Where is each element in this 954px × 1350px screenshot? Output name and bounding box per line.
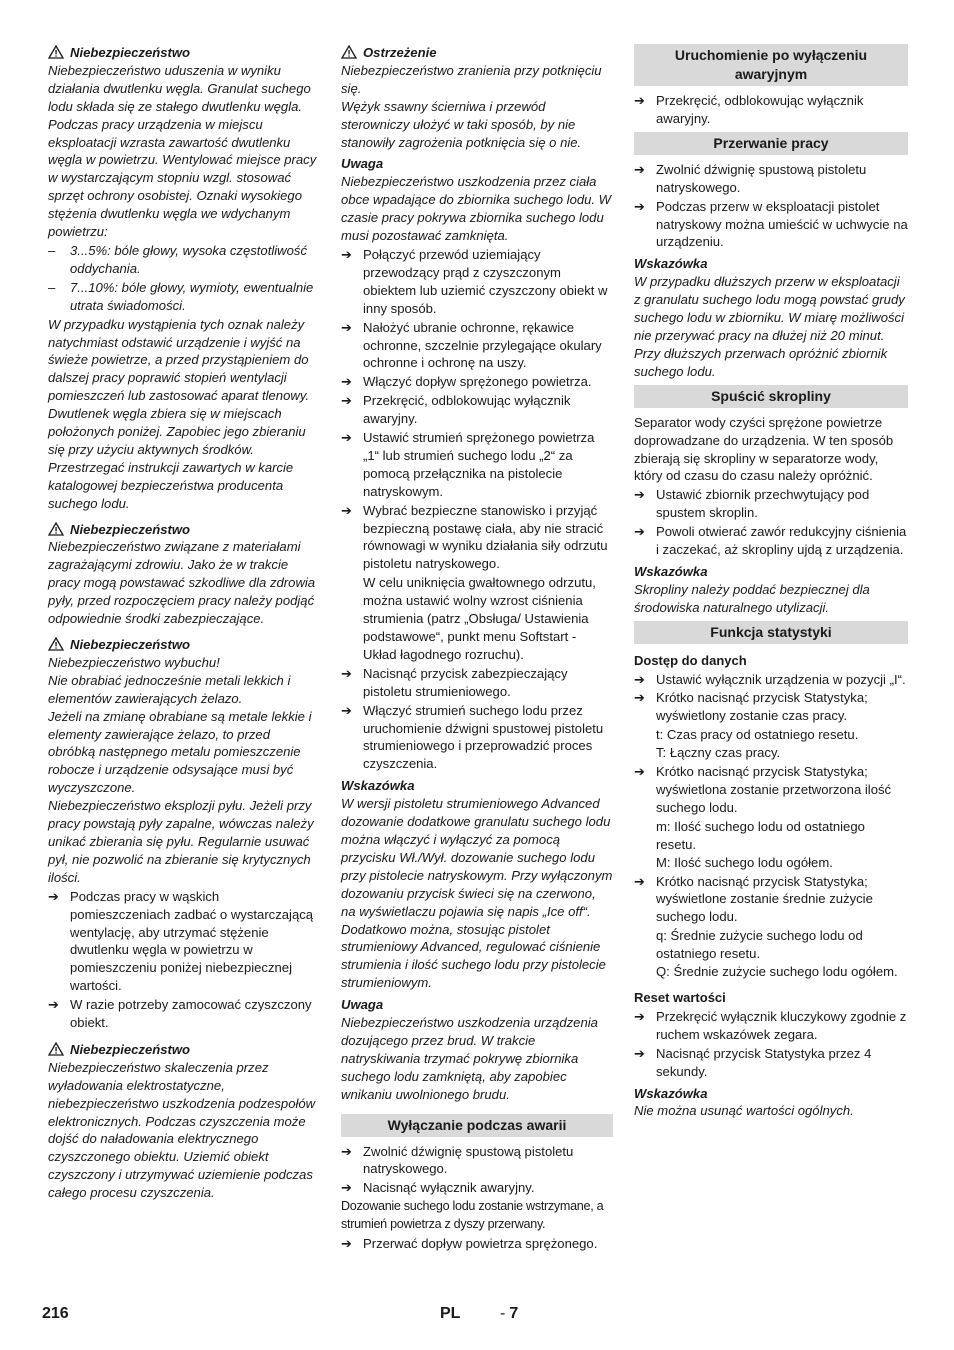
hint-heading: Wskazówka (634, 563, 708, 579)
section-title-statistics: Funkcja statystyki (634, 621, 908, 644)
language-code: PL (440, 1305, 461, 1322)
bullet-note: M: Ilość suchego lodu ogółem. (656, 854, 833, 870)
arrow-right-icon: ➔ (341, 319, 352, 335)
bullet-text: Ustawić wyłącznik urządzenia w pozycji „I“. (656, 671, 906, 687)
notice-heading: Uwaga (341, 997, 384, 1013)
notice-text: Niebezpieczeństwo uszkodzenia urządzenia dozującego przez brud. W trakcie natryskiwania trzymać pokrywę zbiornika suchego lodu zamkniętą, aby zapobiec wnikaniu uwolnionego brudu. (341, 1015, 598, 1102)
bullet-item (341, 319, 613, 373)
bullet-item (341, 502, 613, 574)
bullet-item (634, 486, 908, 522)
arrow-right-icon: ➔ (634, 487, 645, 503)
dash-item: – 7...10%: bóle głowy, wymioty, ewentualnie utrata świadomości. (48, 279, 318, 315)
warning-text: Niebezpieczeństwo uduszenia w wyniku działania dwutlenku węgla. Granulat suchego lodu składa się ze stałego dwutlenku węgla. Podczas pracy urządzenia w miejscu eksploatacji wzrasta zawartość dwutlenku węgla w powietrzu. Wentylować miejsce pracy w wystarczającym stopniu wzgl. stosować sprzęt ochrony osobistej. Oznaki wysokiego stężenia dwutlenku węgla we wdychanym powietrzu: (48, 62, 317, 240)
warning-text: Niebezpieczeństwo związane z materiałami zagrażającymi zdrowiu. Jako że w trakcie pracy mogą powstawać szkodliwe dla zdrowia pyły, przed rozpoczęciem pracy należy podjąć odpowiednie środki zabezpieczające. (48, 539, 316, 627)
page-footer (0, 1305, 954, 1331)
bullet-item (48, 888, 318, 995)
bullet-item (341, 1235, 613, 1253)
arrow-right-icon: ➔ (341, 393, 352, 409)
warning-heading (48, 636, 318, 654)
bullet-note: q: Średnie zużycie suchego lodu od ostatniego resetu. (656, 928, 863, 962)
warning-text: Niebezpieczeństwo eksplozji pyłu. Jeżeli przy pracy powstają pyły zapalne, wówczas należy unikać zbierania się pyłu. Regularnie usuwać pył, nie pozwolić na zbieranie się krytycznych ilości. (48, 798, 314, 885)
footer-dash: - (500, 1305, 506, 1322)
bullet-text: Nacisnąć przycisk Statystyka przez 4 sekundy. (656, 1045, 872, 1079)
bullet-item (634, 873, 908, 927)
warning-triangle-icon (48, 522, 64, 536)
bullet-text: Przekręcić, odblokowując wyłącznik awaryjny. (656, 93, 864, 126)
bullet-item (634, 1008, 908, 1044)
notice-heading: Uwaga (341, 156, 384, 172)
arrow-right-icon: ➔ (341, 246, 352, 262)
bullet-text: Podczas przerw w eksploatacji pistolet natryskowy można umieścić w uchwycie na urządzeniu. (656, 198, 908, 250)
bullet-item (634, 671, 908, 689)
warning-heading (48, 1041, 318, 1059)
warning-heading (48, 521, 318, 539)
subheading-reset: Reset wartości (634, 989, 726, 1005)
bullet-item (48, 996, 318, 1032)
caution-text: Wężyk ssawny ścierniwa i przewód sterowniczy ułożyć w taki sposób, by nie stanowiły zagrożenia potknięcia się o nie. (341, 98, 582, 150)
arrow-right-icon: ➔ (341, 1143, 352, 1159)
hint-heading: Wskazówka (634, 1085, 708, 1101)
warning-text: Niebezpieczeństwo skaleczenia przez wyładowania elektrostatyczne, niebezpieczeństwo uszkodzenia podzespołów elektronicznych. Podczas czyszczenia może dojść do naładowania elektrycznego czyszczonego obiektu. Uziemić obiekt czyszczony i utrzymywać uziemienie podczas całego procesu czyszczenia. (48, 1059, 316, 1201)
hint-text: Nie można usunąć wartości ogólnych. (634, 1103, 854, 1119)
warning-heading (48, 44, 318, 62)
bullet-item (341, 702, 613, 774)
bullet-text: Nacisnąć przycisk zabezpieczający pistoletu strumieniowego. (363, 665, 568, 699)
bullet-text: Zwolnić dźwignię spustową pistoletu natryskowego. (656, 161, 867, 195)
hint-text: W wersji pistoletu strumieniowego Advanced dozowanie dodatkowe granulatu suchego lodu można włączyć i wyłączyć za pomocą przycisku Wł./Wył. dozowanie suchego lodu przy pistolecie natryskowym. Przy wyłączonym dozowaniu przycisk świeci się na czerwono, na wyświetlaczu pojawia się napis „Ice off“. (341, 796, 613, 919)
hint-heading: Wskazówka (634, 256, 708, 272)
arrow-right-icon: ➔ (634, 671, 645, 687)
bullet-item (341, 373, 613, 391)
warning-title: Niebezpieczeństwo (70, 521, 191, 537)
bullet-note: t: Czas pracy od ostatniego resetu. (656, 727, 859, 743)
bullet-text: Włączyć dopływ sprężonego powietrza. (363, 374, 592, 390)
column-right (634, 42, 908, 1120)
bullet-text: Nałożyć ubranie ochronne, rękawice ochronne, szczelnie przylegające okulary ochronne i ochronę na uszy. (363, 319, 602, 371)
dash-item-text: 3...5%: bóle głowy, wysoka częstotliwość oddychania. (70, 242, 307, 276)
arrow-right-icon: ➔ (634, 524, 645, 540)
bullet-item (634, 763, 908, 817)
bullet-text: Podczas pracy w wąskich pomieszczeniach zadbać o wystarczającą wentylację, aby utrzymać stężenie dwutlenku węgla w powietrzu w pomieszczeniu poniżej niebezpiecznej wartości. (70, 888, 314, 994)
warning-triangle-icon (48, 637, 64, 651)
warning-text: Dwutlenek węgla zbiera się w miejscach położonych poniżej. Zapobiec jego zbieraniu się przy użyciu aktywnych środków. Przestrzegać instrukcji zawartych w karcie katalogowej bezpieczeństwa producenta suchego lodu. (48, 406, 306, 511)
bullet-note: T: Łączny czas pracy. (656, 745, 781, 761)
hint-heading: Wskazówka (341, 778, 415, 794)
subheading-data-access: Dostęp do danych (634, 652, 747, 668)
bullet-text: Włączyć strumień suchego lodu przez uruchomienie dźwigni spustowej pistoletu strumieniowego i przeprowadzić proces czyszczenia. (363, 702, 604, 772)
bullet-text: Krótko nacisnąć przycisk Statystyka; wyświetlone zostanie średnie zużycie suchego lodu. (656, 873, 873, 925)
bullet-text: Krótko nacisnąć przycisk Statystyka; wyświetlona zostanie przetworzona ilość suchego lodu. (656, 764, 892, 815)
arrow-right-icon: ➔ (48, 997, 59, 1013)
bullet-text: Powoli otwierać zawór redukcyjny ciśnienia i zaczekać, aż skropliny ujdą z urządzenia. (656, 524, 907, 558)
arrow-right-icon: ➔ (634, 764, 645, 780)
arrow-right-icon: ➔ (341, 702, 352, 718)
bullet-note: Q: Średnie zużycie suchego lodu ogółem. (656, 964, 898, 980)
bullet-item (341, 392, 613, 428)
dash-item-text: 7...10%: bóle głowy, wymioty, ewentualnie utrata świadomości. (70, 279, 314, 313)
column-left (48, 42, 318, 1202)
warning-text: Nie obrabiać jednocześnie metali lekkich i elementów zawierających żelazo. (48, 672, 291, 706)
arrow-right-icon: ➔ (341, 502, 352, 518)
notice-text: Niebezpieczeństwo uszkodzenia przez ciała obce wpadające do zbiornika suchego lodu. W czasie pracy pokrywa zbiornika suchego lodu musi pozostawać zamknięta. (341, 174, 612, 244)
arrow-right-icon: ➔ (634, 198, 645, 214)
section-note: Dozowanie suchego lodu zostanie wstrzymane, a strumień powietrza z dyszy przerwany. (341, 1199, 604, 1232)
bullet-text: Przekręcić wyłącznik kluczykowy zgodnie z ruchem wskazówek zegara. (656, 1008, 907, 1042)
bullet-text: Ustawić zbiornik przechwytujący pod spustem skroplin. (656, 487, 870, 521)
arrow-right-icon: ➔ (48, 888, 59, 904)
bullet-item (634, 161, 908, 197)
arrow-right-icon: ➔ (341, 665, 352, 681)
hint-text: Dodatkowo można, stosując pistolet strumieniowy Advanced, regulować ciśnienie strumienia i ilość suchego lodu przy pistolecie strumieniowym. (341, 921, 606, 991)
bullet-text: W razie potrzeby zamocować czyszczony obiekt. (70, 997, 312, 1031)
page-number: 216 (42, 1305, 69, 1322)
bullet-text: Zwolnić dźwignię spustową pistoletu natryskowego. (363, 1143, 574, 1177)
bullet-item (634, 689, 908, 725)
section-text: Separator wody czyści sprężone powietrze doprowadzane do urządzenia. W ten sposób zbierają się skropliny w separatorze wody, który od czasu do czasu należy opróżnić. (634, 414, 894, 484)
bullet-item (341, 429, 613, 501)
arrow-right-icon: ➔ (634, 161, 645, 177)
bullet-item (341, 665, 613, 701)
bullet-text: Połączyć przewód uziemiający przewodzący prąd z czyszczonym obiektem lub uziemić czyszczony obiekt w inny sposób. (363, 246, 608, 316)
bullet-text: Przerwać dopływ powietrza sprężonego. (363, 1236, 598, 1252)
warning-title: Niebezpieczeństwo (70, 637, 191, 652)
arrow-right-icon: ➔ (634, 93, 645, 108)
hint-text: W przypadku dłuższych przerw w eksploatacji z granulatu suchego lodu mogą powstać grudy suchego lodu w zbiorniku. W miarę możliwości nie przerywać pracy na dłużej niż 20 minut. Przy dłuższych przerwach opróżnić zbiornik suchego lodu. (634, 274, 905, 379)
section-title-interrupt: Przerwanie pracy (634, 132, 908, 155)
arrow-right-icon: ➔ (634, 690, 645, 706)
warning-title: Niebezpieczeństwo (70, 1041, 191, 1057)
bullet-item (341, 1179, 613, 1197)
warning-title: Niebezpieczeństwo (70, 45, 191, 60)
caution-heading (341, 44, 613, 62)
section-title-condensate: Spuścić skropliny (634, 385, 908, 408)
bullet-item (341, 246, 613, 318)
arrow-right-icon: ➔ (341, 374, 352, 390)
bullet-note: m: Ilość suchego lodu od ostatniego resetu. (656, 818, 865, 852)
dash-item: – 3...5%: bóle głowy, wysoka częstotliwość oddychania. (48, 242, 318, 278)
bullet-note: W celu uniknięcia gwałtownego odrzutu, można ustawić wolny wzrost ciśnienia strumienia (patrz „Obsługa/ Ustawienia podstawowe“, punkt menu Softstart - Układ łagodnego rozruchu). (363, 575, 596, 662)
warning-triangle-icon (341, 45, 357, 59)
section-title-emergency-stop: Wyłączanie podczas awarii (341, 1114, 613, 1137)
sub-page-number (500, 1305, 518, 1323)
caution-text: Niebezpieczeństwo zranienia przy potknięciu się. (341, 62, 602, 96)
warning-text: Jeżeli na zmianę obrabiane są metale lekkie i elementy zawierające żelazo, to przed obróbką następnego metalu pomieszczenie robocze i urządzenie odsysające musi być wyczyszczone. (48, 708, 312, 796)
arrow-right-icon: ➔ (634, 1008, 645, 1024)
bullet-item (634, 92, 908, 128)
bullet-item (634, 523, 908, 559)
arrow-right-icon: ➔ (634, 873, 645, 889)
bullet-item (634, 198, 908, 252)
bullet-text: Wybrać bezpieczne stanowisko i przyjąć bezpieczną postawę ciała, aby nie stracić równowagi w wyniku działania siły odrzutu pistoletu natryskowego. (363, 502, 608, 572)
bullet-item (341, 1143, 613, 1179)
arrow-right-icon: ➔ (341, 430, 352, 446)
warning-text: W przypadku wystąpienia tych oznak należy natychmiast odstawić urządzenie i wyjść na świeże powietrze, a przed przystąpieniem do dalszej pracy poprawić stopień wentylacji pomieszczeń lub zastosować aparat tlenowy. (48, 316, 310, 404)
caution-title: Ostrzeżenie (363, 45, 437, 60)
warning-triangle-icon (48, 1042, 64, 1056)
arrow-right-icon: ➔ (634, 1045, 645, 1061)
bullet-item (634, 1045, 908, 1081)
hint-text: Skropliny należy poddać bezpiecznej dla środowiska naturalnego utylizacji. (634, 581, 870, 615)
bullet-text: Krótko nacisnąć przycisk Statystyka; wyświetlony zostanie czas pracy. (656, 690, 868, 724)
bullet-text: Ustawić strumień sprężonego powietrza „1“ lub strumień suchego lodu „2“ za pomocą przełącznika na pistolecie natryskowym. (363, 430, 595, 499)
bullet-text: Przekręcić, odblokowując wyłącznik awaryjny. (363, 393, 571, 427)
column-middle (341, 42, 613, 1254)
warning-text: Niebezpieczeństwo wybuchu! (48, 654, 220, 670)
arrow-right-icon: ➔ (341, 1180, 352, 1196)
section-title-restart: Uruchomienie po wyłączeniu awaryjnym (634, 44, 908, 86)
arrow-right-icon: ➔ (341, 1236, 352, 1252)
bullet-text: Nacisnąć wyłącznik awaryjny. (363, 1180, 535, 1196)
sub-page-value: 7 (509, 1305, 519, 1322)
warning-triangle-icon (48, 45, 64, 59)
